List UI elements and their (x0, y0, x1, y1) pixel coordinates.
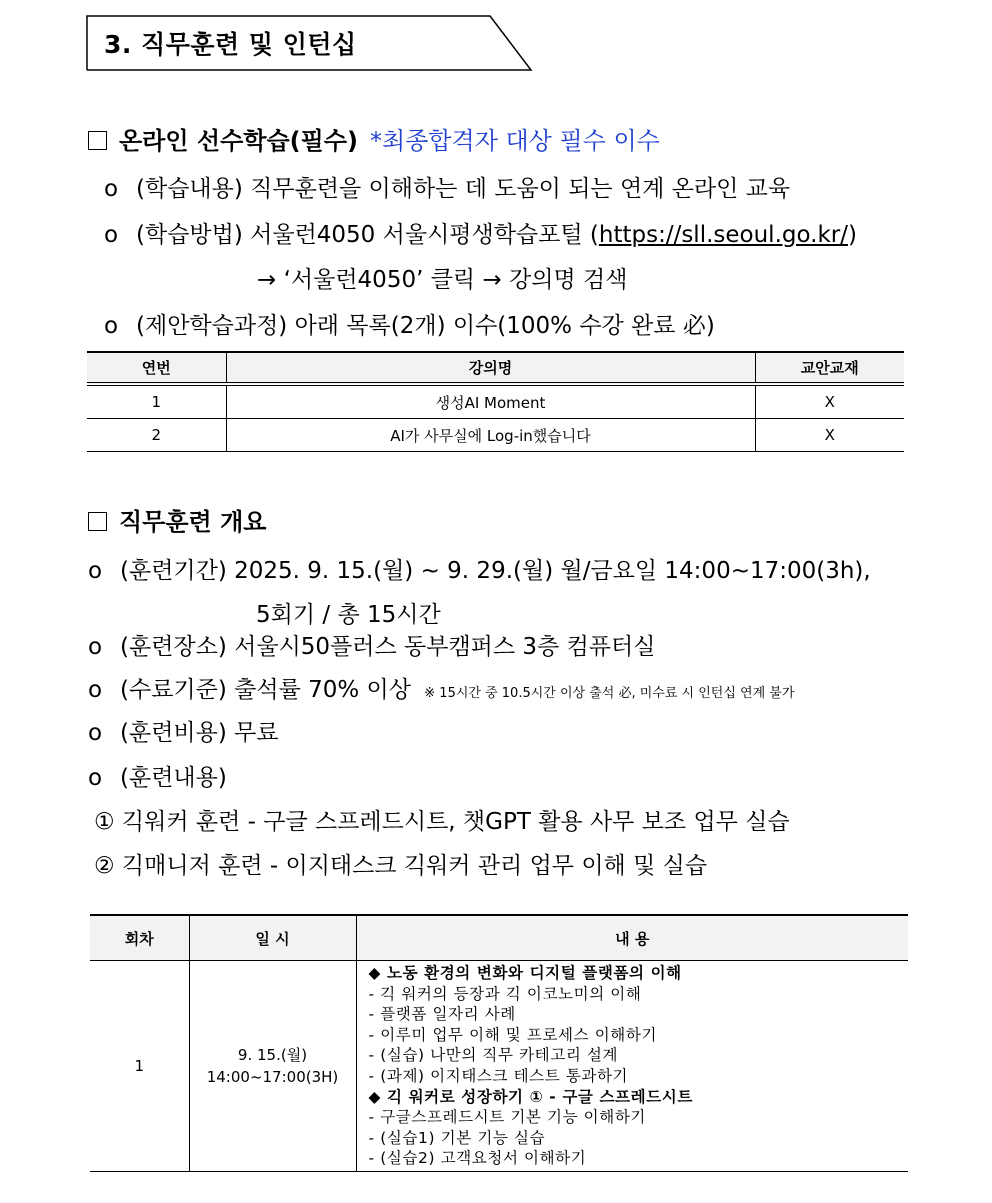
seoul-learning-portal-link[interactable]: https://sll.seoul.go.kr/ (598, 222, 848, 248)
col-header-no: 연번 (87, 352, 226, 384)
list-item: - 긱 워커의 등장과 긱 이코노미의 이해 (368, 984, 642, 1003)
bullet: o (104, 222, 119, 248)
online-item-method-detail (257, 261, 627, 294)
criteria-footnote: ※ 15시간 중 10.5시간 이상 출석 必, 미수료 시 인턴십 연계 불가 (424, 686, 795, 701)
overview-item-cost (88, 714, 279, 747)
overview-item-text: (훈련기간) 2025. 9. 15.(월) ~ 9. 29.(월) 월/금요일 14:00~17:00(3h), (120, 558, 871, 584)
list-item: - (실습) 나만의 직무 카테고리 설계 (368, 1046, 619, 1065)
checkbox-square-icon (88, 512, 107, 531)
cell-material: X (755, 384, 904, 419)
list-item: - (실습1) 기본 기능 실습 (368, 1128, 546, 1147)
online-item-courses (104, 307, 715, 340)
list-item: - (과제) 이지태스크 테스트 통과하기 (368, 1066, 629, 1085)
overview-item-text: (훈련비용) 무료 (120, 720, 279, 746)
col-header-content: 내 용 (356, 915, 908, 961)
online-item-method (104, 216, 857, 249)
bullet: o (88, 634, 103, 660)
online-section-title: 온라인 선수학습(필수) (119, 127, 358, 155)
list-item: - 이루미 업무 이해 및 프로세스 이해하기 (368, 1025, 658, 1044)
online-item-text: (제안학습과정) 아래 목록(2개) 이수(100% 수강 완료 必) (136, 313, 715, 339)
overview-item-period (88, 552, 871, 585)
col-header-session: 회차 (90, 915, 189, 961)
bullet: o (88, 765, 103, 791)
overview-section-title: 직무훈련 개요 (119, 508, 267, 536)
online-item-text: (학습내용) 직무훈련을 이해하는 데 도움이 되는 연계 온라인 교육 (136, 176, 791, 202)
cell-datetime (189, 961, 356, 1172)
session-date: 9. 15.(월) (237, 1045, 308, 1064)
online-section-note: *최종합격자 대상 필수 이수 (369, 127, 660, 155)
cell-session: 1 (90, 961, 189, 1172)
col-header-datetime: 일 시 (189, 915, 356, 961)
cell-no: 1 (87, 384, 226, 419)
online-item-text: (학습방법) 서울런4050 서울시평생학습포털 ( (136, 222, 599, 248)
col-header-course: 강의명 (226, 352, 755, 384)
list-item: ◆ 노동 환경의 변화와 디지털 플랫폼의 이해 (368, 964, 682, 982)
online-item-content (104, 170, 790, 203)
table-header-row (87, 352, 904, 384)
session-time: 14:00~17:00(3H) (206, 1067, 339, 1086)
overview-program-2 (94, 847, 707, 880)
table-row (87, 384, 904, 419)
cell-material: X (755, 419, 904, 452)
table-row (90, 961, 908, 1172)
bullet: o (104, 176, 119, 202)
overview-program-1 (94, 803, 790, 836)
list-item: - 플랫폼 일자리 사례 (368, 1005, 516, 1024)
course-table (87, 351, 904, 452)
online-item-text-after: ) (847, 222, 857, 248)
overview-section-heading (88, 502, 266, 537)
overview-item-text: ① 긱워커 훈련 - 구글 스프레드시트, 챗GPT 활용 사무 보조 업무 실습 (94, 809, 790, 835)
bullet: o (88, 720, 103, 746)
online-section-heading (88, 121, 660, 156)
section-title: 3. 직무훈련 및 인턴십 (104, 30, 357, 59)
col-header-material: 교안교재 (755, 352, 904, 384)
cell-course: AI가 사무실에 Log-in했습니다 (226, 419, 755, 452)
overview-item-text: ② 긱매니저 훈련 - 이지태스크 긱워커 관리 업무 이해 및 실습 (94, 853, 708, 879)
table-row (87, 419, 904, 452)
overview-item-text: (훈련장소) 서울시50플러스 동부캠퍼스 3층 컴퓨터실 (120, 634, 656, 660)
overview-item-text: (수료기준) 출석률 70% 이상 (120, 677, 411, 703)
online-item-text: → ‘서울런4050’ 클릭 → 강의명 검색 (257, 267, 628, 293)
content-list (357, 961, 909, 1171)
overview-item-place (88, 628, 655, 661)
checkbox-square-icon (88, 131, 107, 150)
list-item: ◆ 긱 워커로 성장하기 ① - 구글 스프레드시트 (368, 1087, 693, 1106)
table-header-row (90, 915, 908, 961)
overview-item-period-detail (256, 596, 441, 629)
overview-item-content (88, 759, 227, 792)
overview-item-text: (훈련내용) (120, 765, 227, 791)
list-item: - 구글스프레드시트 기본 기능 이해하기 (368, 1108, 646, 1127)
overview-item-text: 5회기 / 총 15시간 (256, 602, 441, 628)
list-item: - (실습2) 고객요청서 이해하기 (368, 1149, 587, 1168)
bullet: o (104, 313, 119, 339)
cell-no: 2 (87, 419, 226, 452)
bullet: o (88, 558, 103, 584)
cell-content (356, 961, 908, 1172)
bullet: o (88, 677, 103, 703)
overview-item-criteria (88, 671, 794, 704)
cell-course: 생성AI Moment (226, 384, 755, 419)
schedule-table (90, 914, 908, 1172)
